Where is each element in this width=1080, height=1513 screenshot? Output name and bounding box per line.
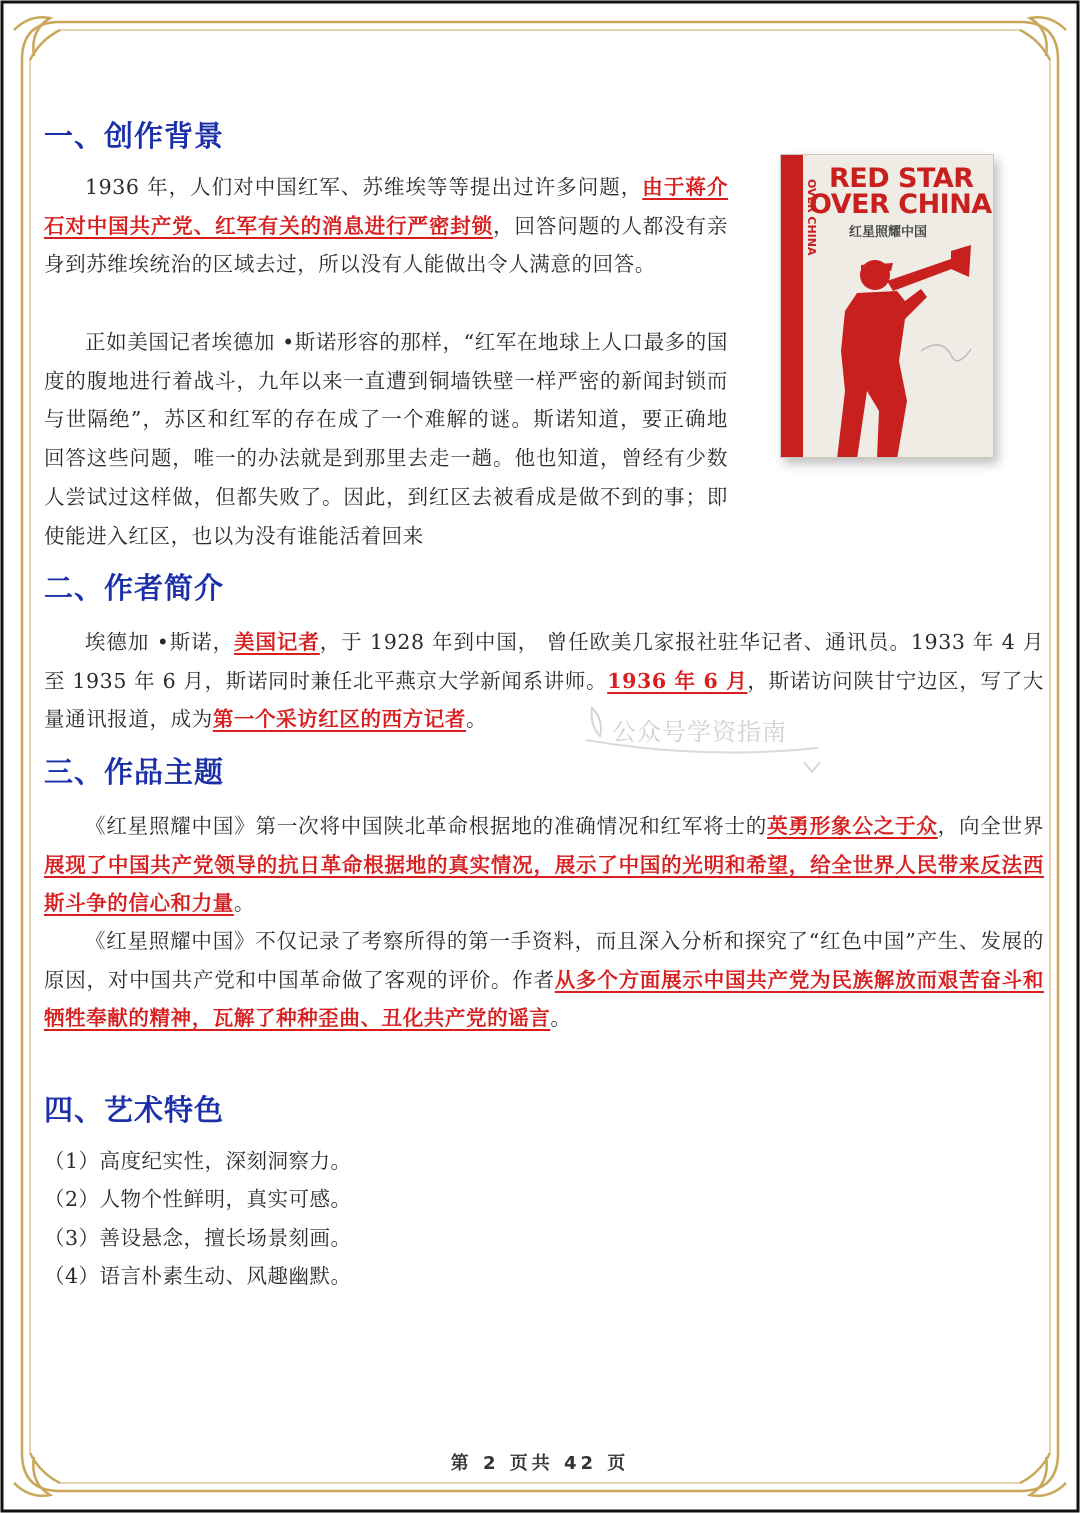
- author-paragraph: [44, 623, 1044, 739]
- book-cover-image: [772, 150, 998, 462]
- highlight-text: 1936 年 6 月: [607, 668, 748, 693]
- text-span: 。: [466, 707, 488, 732]
- text-span: ，于 1928 年到中国， 曾任欧美几家报社驻华记者、通讯员。1933 年 4 月至 1935 年 6 月，斯诺同时兼任北平燕京大学新闻系讲师。: [44, 630, 1044, 693]
- book-title-line1: RED STAR: [829, 163, 974, 194]
- text-span: ，斯诺访问陕甘宁边区，写了大量通讯报道，成为: [44, 668, 1044, 732]
- background-paragraph-2: [44, 323, 728, 555]
- book-title-line2: OVER CHINA: [809, 189, 992, 220]
- highlight-text: 英勇形象公之于众: [767, 814, 938, 838]
- book-chinese-title: 红星照耀中国: [848, 225, 927, 240]
- text-span: 。: [233, 891, 256, 916]
- highlight-text: 由于蒋介石对中国共产党、红军有关的消息进行严密封锁: [44, 175, 728, 238]
- text-span: 埃德加 •斯诺，: [85, 630, 235, 654]
- background-paragraph-1: [44, 168, 728, 284]
- list-item: （1）高度纪实性，深刻洞察力。: [44, 1149, 352, 1173]
- page-number-footer: 第 2 页共 42 页: [450, 1453, 630, 1474]
- section-heading-art: 四、艺术特色: [44, 1093, 225, 1127]
- theme-paragraph-2: [44, 922, 1044, 1038]
- section-heading-theme: 三、作品主题: [44, 755, 225, 789]
- list-item: （4）语言朴素生动、风趣幽默。: [44, 1264, 352, 1288]
- highlight-text: 展现了中国共产党领导的抗日革命根据地的真实情况，展示了中国的光明和希望，给全世界人民带来反法西斯斗争的信心和力量: [44, 852, 1044, 916]
- highlight-text: 第一个采访红区的西方记者: [212, 707, 467, 732]
- text-span: 《红星照耀中国》不仅记录了考察所得的第一手资料，而且深入分析和探究了“红色中国”产生、发展的原因，对中国共产党和中国革命做了客观的评价。作者: [44, 929, 1044, 992]
- list-item: （3）善设悬念，擅长场景刻画。: [44, 1226, 352, 1250]
- list-item: （2）人物个性鲜明，真实可感。: [44, 1187, 352, 1211]
- section-heading-author: 二、作者简介: [44, 571, 225, 605]
- book-spine-text: OVER CHINA: [805, 179, 818, 256]
- theme-paragraph-1: [44, 807, 1044, 923]
- text-span: ，向全世界: [937, 814, 1045, 838]
- text-span: 正如美国记者埃德加 •斯诺形容的那样，“红军在地球上人口最多的国度的腹地进行着战斗，九年以来一直遭到铜墙铁壁一样严密的新闻封锁而与世隔绝”，苏区和红军的存在成了一个难解的谜。斯诺知道，要正确地回答这些问题，唯一的办法就是到那里去走一趟。他也知道，曾经有少数人尝试过这样做，但都失败了。因此，到红区去被看成是做不到的事；即使能进入红区，也以为没有谁能活着回来: [44, 330, 728, 548]
- text-span: 《红星照耀中国》第一次将中国陕北革命根据地的准确情况和红军将士的: [85, 814, 768, 838]
- text-span: 1936 年，人们对中国红军、苏维埃等等提出过许多问题，: [85, 175, 643, 199]
- text-span: ，回答问题的人都没有亲身到苏维埃统治的区域去过，所以没有人能做出令人满意的回答。: [44, 213, 728, 277]
- watermark-text: 公众号学资指南: [612, 718, 787, 746]
- section-heading-background: 一、创作背景: [44, 119, 225, 153]
- bugler-silhouette-icon: [801, 241, 994, 458]
- highlight-text: 从多个方面展示中国共产党为民族解放而艰苦奋斗和牺牲奉献的精神，瓦解了种种歪曲、丑化共产党的谣言: [44, 967, 1044, 1031]
- text-span: 。: [550, 1006, 572, 1031]
- highlight-text: 美国记者: [234, 630, 320, 654]
